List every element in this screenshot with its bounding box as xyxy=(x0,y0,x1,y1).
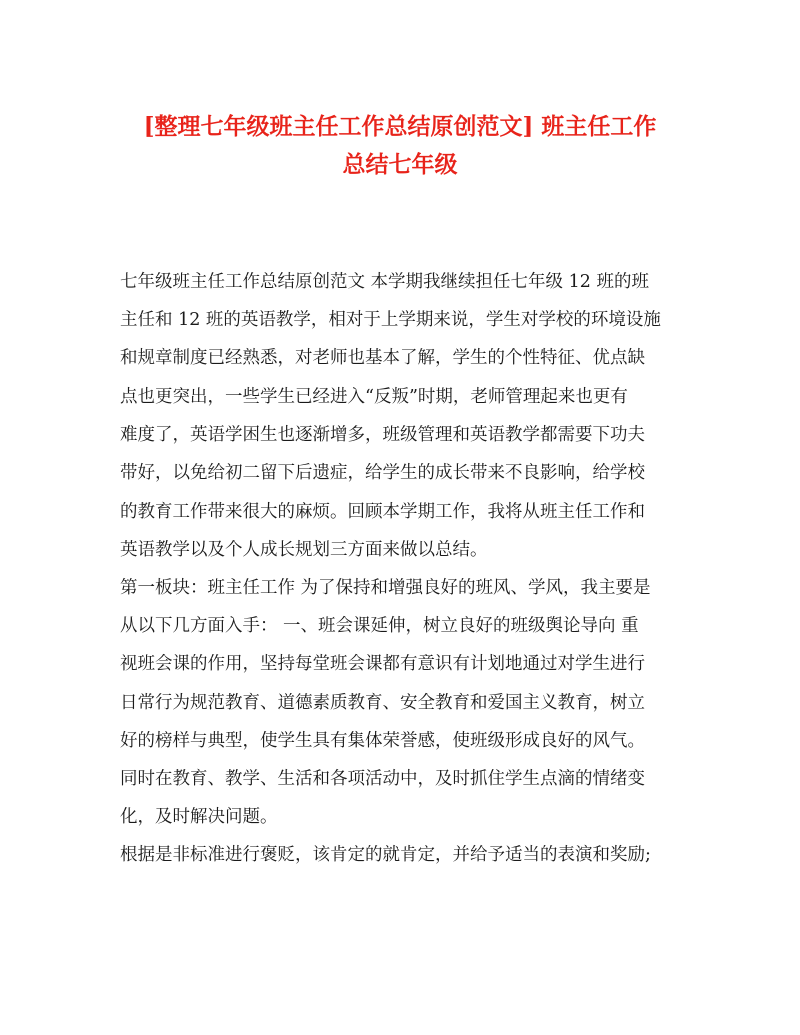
document-title-line-2: 总结七年级 xyxy=(342,151,458,178)
body-text-line: 七年级班主任工作总结原创范文 本学期我继续担任七年级 12 班的班 xyxy=(120,272,649,292)
body-text-line: 根据是非标准进行褒贬，该肯定的就肯定，并给予适当的表演和奖励; xyxy=(120,845,651,865)
body-text-line: 带好，以免给初二留下后遗症，给学生的成长带来不良影响，给学校 xyxy=(120,463,645,483)
body-text-line: 从以下几方面入手： 一、班会课延伸，树立良好的班级舆论导向 重 xyxy=(120,616,639,636)
body-text-line: 难度了，英语学困生也逐渐增多，班级管理和英语教学都需要下功夫 xyxy=(120,425,645,445)
body-text-line: 点也更突出，一些学生已经进入“反叛”时期，老师管理起来也更有 xyxy=(120,387,628,407)
body-text-line: 视班会课的作用，坚持每堂班会课都有意识有计划地通过对学生进行 xyxy=(120,654,645,674)
document-title-line-1: [整理七年级班主任工作总结原创范文] 班主任工作 xyxy=(143,113,657,140)
body-text-line: 同时在教育、教学、生活和各项活动中，及时抓住学生点滴的情绪变 xyxy=(120,769,645,789)
body-text-line: 第一板块：班主任工作 为了保持和增强良好的班风、学风，我主要是 xyxy=(120,578,651,598)
body-text-line: 和规章制度已经熟悉，对老师也基本了解，学生的个性特征、优点缺 xyxy=(120,348,645,368)
body-text-line: 日常行为规范教育、道德素质教育、安全教育和爱国主义教育，树立 xyxy=(120,693,645,713)
body-text-line: 化，及时解决问题。 xyxy=(120,807,278,827)
body-text-line: 的教育工作带来很大的麻烦。回顾本学期工作，我将从班主任工作和 xyxy=(120,502,645,522)
body-text-line: 英语教学以及个人成长规划三方面来做以总结。 xyxy=(120,540,488,560)
body-text-line: 主任和 12 班的英语教学，相对于上学期来说，学生对学校的环境设施 xyxy=(120,310,661,330)
body-text-line: 好的榜样与典型，使学生具有集体荣誉感，使班级形成良好的风气。 xyxy=(120,731,645,751)
